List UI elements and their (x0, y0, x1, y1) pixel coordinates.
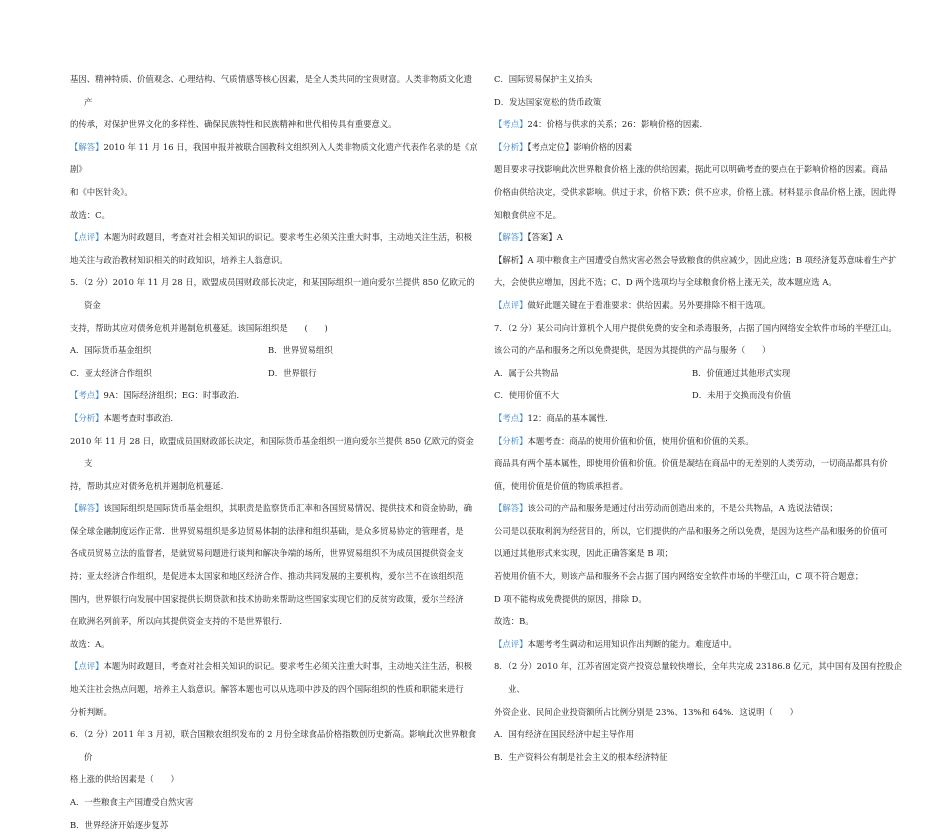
text-line (70, 814, 480, 836)
line-text: 公司是以获取利润为经营目的，所以，它们提供的产品和服务之所以免费，是因为这些产品和服务的价值可 (494, 525, 888, 536)
line-text: 9A：国际经济组织；EG：时事政治． (103, 390, 245, 401)
line-text: 【答案】A (527, 232, 563, 243)
section-tag: 【分析】 (494, 141, 528, 152)
text-line (494, 588, 904, 611)
analysis-line (494, 136, 904, 159)
option-row (494, 362, 904, 385)
question-stem (70, 723, 480, 768)
line-text: 本题为时政题目，考查对社会相关知识的识记。要求考生必须关注重大时事，主动地关注生活，积极 (103, 232, 472, 243)
line-text: 支持，帮助其应对债务危机并遏制危机蔓延。该国际组织是 ( ) (70, 322, 328, 333)
text-line (494, 158, 904, 181)
line-text: 该公司的产品和服务是通过付出劳动而创造出来的，不是公共物品，A 选说法错误； (527, 503, 838, 514)
option-text: D．世界银行 (268, 367, 317, 378)
analysis-line (494, 633, 904, 656)
line-text: 故选：B。 (494, 616, 534, 627)
text-line (494, 475, 904, 498)
line-text: 外资企业、民间企业投资额所占比例分别是 23%、13%和 64%．这说明（ ） (494, 706, 799, 717)
line-text: B．生产资料公有制是社会主义的根本经济特征 (494, 751, 668, 762)
analysis-line (70, 136, 480, 181)
line-text: B．世界经济开始逐步复苏 (70, 819, 169, 830)
analysis-line (494, 113, 904, 136)
text-line (70, 588, 480, 611)
text-line (70, 768, 480, 791)
line-text: 本题为时政题目，考查对社会相关知识的识记。要求考生必须关注重大时事，主动地关注生活，积极 (103, 661, 472, 672)
option-text: B．价值通过其他形式实现 (692, 367, 791, 378)
line-text: A．国有经济在国民经济中起主导作用 (494, 729, 635, 740)
line-text: 该国际组织是国际货币基金组织，其职责是监察货币汇率和各国贸易情况、提供技术和资金协助，确 (103, 503, 472, 514)
line-text: 6．（2 分）2011 年 3 月初，联合国粮农组织发布的 2 月份全球食品价格指数创历史新高。影响此次世界粮食价 (70, 729, 477, 762)
section-tag: 【考点】 (494, 412, 528, 423)
line-text: 做好此题关键在于看准要求：供给因素。另外要排除不相干选项。 (527, 299, 771, 310)
line-text: 2010 年 11 月 28 日，欧盟成员国财政部长决定，和国际货币基金组织一道向爱尔兰提供 850 亿欧元的资金支 (70, 435, 474, 469)
line-text: 以通过其他形式来实现，因此正确答案是 B 项； (494, 548, 673, 559)
right-column (494, 68, 904, 768)
option-text: C．亚太经济合作组织 (70, 367, 152, 378)
section-tag: 【点评】 (494, 638, 528, 649)
analysis-line (70, 407, 480, 430)
question-stem (70, 271, 480, 316)
line-text: 大，会使供应增加，因此不选；C、D 两个选项均与全球粮食价格上涨无关，故本题应选 A。 (494, 277, 837, 288)
line-text: 24：价格与供求的关系；26：影响价格的因素． (527, 119, 708, 130)
section-tag: 【解答】 (494, 232, 528, 243)
text-line (70, 317, 480, 340)
line-text: A．一些粮食主产国遭受自然灾害 (70, 797, 194, 807)
text-line (70, 542, 480, 565)
question-stem (494, 655, 904, 700)
text-line (494, 271, 904, 294)
text-line (494, 249, 904, 272)
text-line (494, 701, 904, 724)
text-line (70, 249, 480, 272)
analysis-line (70, 497, 480, 520)
option-row (494, 384, 904, 407)
analysis-line (494, 497, 904, 520)
option-row (70, 362, 480, 385)
text-line (70, 678, 480, 701)
text-line (70, 68, 480, 113)
line-text: 围内，世界银行向发展中国家提供长期贷款和技术协助来帮助这些国家实现它们的反贫穷政策，爱尔兰经济 (70, 593, 464, 604)
line-text: 该公司的产品和服务之所以免费提供，是因为其提供的产品与服务（ ） (494, 345, 771, 356)
text-line (70, 791, 480, 814)
left-column (70, 68, 480, 836)
option-text: C．使用价值不大 (494, 390, 560, 401)
line-text: 若使用价值不大，则该产品和服务不会占据了国内网络安全软件市场的半壁江山，C 项不符合题意； (494, 571, 864, 582)
line-text: 2010 年 11 月 16 日，我国申报并被联合国教科文组织列入人类非物质文化遗产代表作名录的是《京剧》 (70, 141, 478, 175)
line-text: 5．（2 分）2010 年 11 月 28 日，欧盟成员国财政部长决定，和某国际组织一道向爱尔兰提供 850 亿欧元的资金 (70, 277, 475, 310)
line-text: 价格由供给决定，受供求影响。供过于求，价格下跌；供不应求，价格上涨。材料显示食品价格上涨，因此得 (494, 186, 896, 197)
text-line (70, 181, 480, 204)
text-line (494, 204, 904, 227)
text-line (494, 520, 904, 543)
text-line (70, 204, 480, 227)
analysis-line (70, 226, 480, 249)
line-text: 基因、精神特质、价值观念、心理结构、气质情感等核心因素，是全人类共同的宝贵财富。人类非物质文化遗产 (70, 74, 472, 107)
text-line (70, 610, 480, 633)
line-text: 在欧洲名列前茅，所以向其提供资金支持的不是世界银行． (70, 616, 288, 627)
line-text: 分析判断。 (70, 706, 112, 717)
text-line (494, 452, 904, 475)
line-text: 故选：C。 (70, 209, 110, 220)
analysis-line (494, 226, 904, 249)
line-text: 格上涨的供给因素是（ ） (70, 774, 179, 785)
line-text: 地关注社会热点问题，培养主人翁意识。解答本题也可以从选项中涉及的四个国际组织的性质和职能来进行 (70, 684, 464, 695)
line-text: 7．（2 分）某公司向计算机个人用户提供免费的安全和杀毒服务，占据了国内网络安全软件市场的半壁江山。 (494, 322, 897, 333)
line-text: D 项不能构成免费提供的原因，排除 D。 (494, 593, 647, 604)
section-tag: 【点评】 (70, 661, 104, 672)
text-line (494, 610, 904, 633)
analysis-line (494, 430, 904, 453)
option-text: A．国际货币基金组织 (70, 345, 152, 356)
line-text: 持，帮助其应对债务危机并遏制危机蔓延． (70, 480, 230, 491)
text-line (494, 723, 904, 746)
text-line (70, 633, 480, 656)
text-line (494, 746, 904, 769)
text-line (494, 68, 904, 91)
line-text: 故选：A。 (70, 638, 110, 649)
analysis-line (494, 407, 904, 430)
line-text: D．发达国家宽松的货币政策 (494, 96, 602, 107)
section-tag: 【解答】 (70, 503, 104, 514)
line-text: 的传承，对保护世界文化的多样性、确保民族特性和民族精神和世代相传具有重要意义。 (70, 119, 397, 130)
section-tag: 【考点】 (494, 119, 528, 130)
option-text: B．世界贸易组织 (268, 345, 333, 356)
line-text: 和《中医针灸》。 (70, 186, 133, 197)
text-line (70, 565, 480, 588)
analysis-line (70, 655, 480, 678)
option-row (70, 339, 480, 362)
analysis-line (494, 294, 904, 317)
line-text: 持；亚太经济合作组织，是促进本太国家和地区经济合作、推动共同发展的主要机构，爱尔兰不在该组织范 (70, 571, 464, 582)
line-text: 本题考考生调动和运用知识作出判断的能力。难度适中。 (527, 638, 737, 649)
question-stem (494, 317, 904, 340)
line-text: 商品具有两个基本属性，即使用价值和价值。价值是凝结在商品中的无差别的人类劳动，一切商品都具有价 (494, 458, 888, 469)
analysis-line (70, 384, 480, 407)
text-line (70, 113, 480, 136)
line-text: 8．（2 分）2010 年，江苏省固定资产投资总量较快增长，全年共完成 23186.8 亿元，其中国有及国有控股企业、 (494, 661, 903, 695)
text-line (494, 565, 904, 588)
section-tag: 【分析】 (494, 435, 528, 446)
line-text: 【考点定位】影响价格的因素 (527, 141, 633, 152)
text-line (494, 181, 904, 204)
section-tag: 【解答】 (494, 503, 528, 514)
line-text: 地关注与政治教材知识相关的时政知识，培养主人翁意识。 (70, 254, 288, 265)
option-text: A．属于公共物品 (494, 367, 559, 378)
section-tag: 【解答】 (70, 141, 104, 152)
section-tag: 【考点】 (70, 390, 104, 401)
line-text: 知粮食供应不足。 (494, 209, 561, 220)
text-line (70, 520, 480, 543)
text-line (70, 475, 480, 498)
line-text: 【解析】A 项中粮食主产国遭受自然灾害必然会导致粮食的供应减少，因此应选；B 项经济复苏意味着生产扩 (494, 254, 897, 265)
option-text: D．未用于交换而没有价值 (692, 390, 791, 401)
line-text: 保全球金融制度运作正常．世界贸易组织是多边贸易体制的法律和组织基础，是众多贸易协定的管理者，是 (70, 525, 464, 536)
text-line (494, 91, 904, 114)
text-line (494, 542, 904, 565)
section-tag: 【点评】 (70, 232, 104, 243)
text-line (70, 701, 480, 724)
section-tag: 【点评】 (494, 299, 528, 310)
line-text: C．国际贸易保护主义抬头 (494, 74, 593, 84)
section-tag: 【分析】 (70, 412, 104, 423)
text-line (70, 430, 480, 475)
line-text: 题目要求寻找影响此次世界粮食价格上涨的供给因素，据此可以明确考查的要点在于影响价格的因素。商品 (494, 164, 888, 175)
text-line (494, 339, 904, 362)
line-text: 各成员贸易立法的监督者，是就贸易问题进行谈判和解决争端的场所，世界贸易组织不为成员国提供资金支 (70, 548, 464, 559)
line-text: 本题考查：商品的使用价值和价值，使用价值和价值的关系。 (527, 435, 754, 446)
line-text: 本题考查时事政治． (103, 412, 179, 423)
line-text: 12：商品的基本属性． (527, 412, 614, 423)
line-text: 值，使用价值是价值的物质承担者。 (494, 480, 628, 491)
